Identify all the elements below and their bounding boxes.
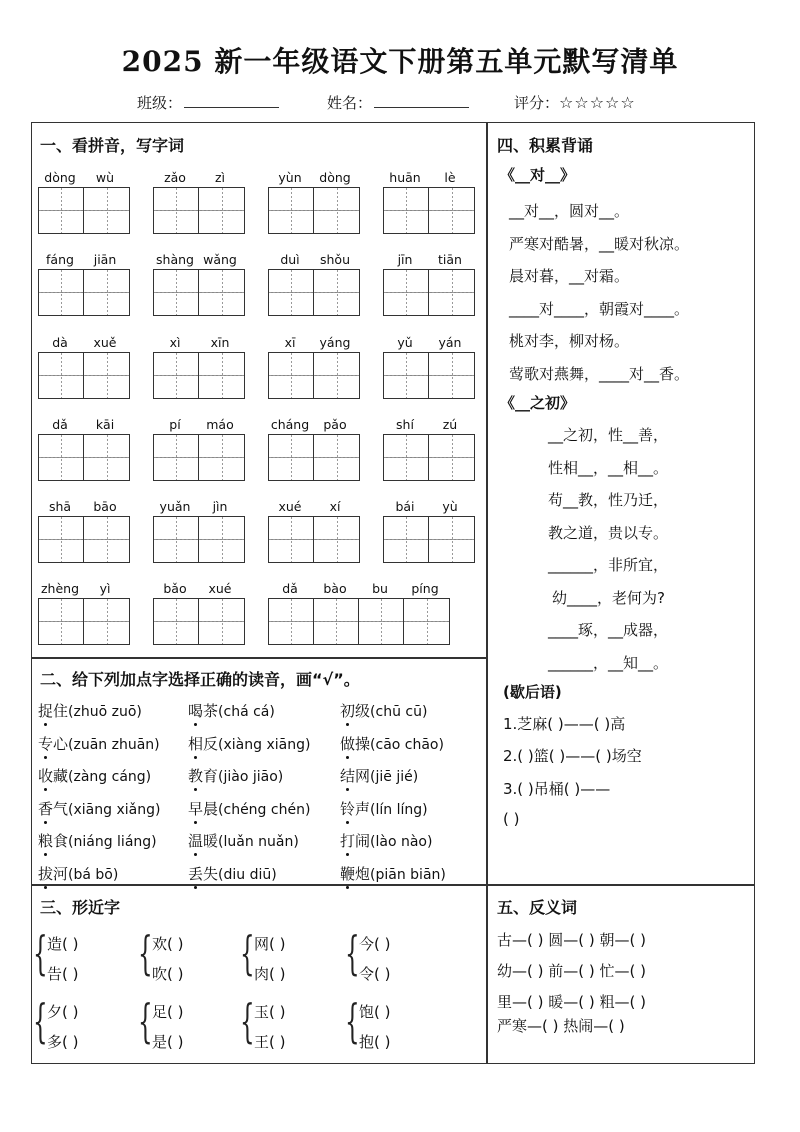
dotted-char: 丢	[188, 864, 204, 883]
pronunciation-item[interactable]	[38, 830, 157, 851]
pronunciation-item[interactable]	[188, 798, 310, 819]
brace-icon: {	[240, 926, 255, 980]
similar-char[interactable]: 吹( )	[152, 965, 184, 983]
writing-box[interactable]	[38, 516, 130, 563]
pronunciation-item[interactable]	[340, 765, 418, 786]
pinyin-options: (chū cū)	[370, 704, 428, 720]
writing-cell[interactable]	[384, 188, 429, 233]
divider-bottom	[31, 884, 755, 886]
pinyin-options: (chá cá)	[218, 704, 275, 720]
name-field	[327, 92, 469, 113]
word-char: 失	[203, 864, 219, 883]
dotted-char: 相	[188, 734, 204, 753]
class-label: 班级：	[137, 94, 183, 112]
similar-char[interactable]: 饱( )	[359, 1003, 391, 1021]
pinyin-options: (lào nào)	[370, 834, 433, 850]
writing-box[interactable]	[153, 187, 245, 234]
pronunciation-item[interactable]	[38, 733, 160, 754]
writing-box[interactable]	[383, 352, 475, 399]
dotted-char: 做	[340, 734, 356, 753]
pinyin-text: xīn	[210, 335, 230, 350]
writing-box[interactable]	[153, 598, 245, 645]
proverb-line[interactable]: 2.( )篮( )——( )场空	[503, 747, 642, 765]
brace-icon: {	[345, 926, 360, 980]
couplet-title: 《__对__》	[500, 166, 576, 184]
score-field	[514, 92, 636, 113]
writing-cell[interactable]	[269, 435, 314, 480]
pronunciation-item[interactable]	[188, 863, 277, 884]
pinyin-options: (jiē jié)	[370, 769, 419, 785]
writing-cell[interactable]	[384, 270, 429, 315]
classic-line[interactable]: 幼____，老何为?	[552, 588, 665, 607]
similar-char[interactable]: 网( )	[254, 935, 286, 953]
writing-cell[interactable]	[154, 188, 199, 233]
pinyin-options: (lín líng)	[370, 801, 428, 818]
pinyin-options: (luǎn nuǎn)	[218, 834, 299, 850]
pinyin-text: yuǎn	[159, 499, 191, 514]
brace-icon: {	[240, 994, 255, 1048]
similar-char[interactable]: 是( )	[152, 1033, 184, 1051]
pronunciation-item[interactable]	[38, 765, 151, 786]
pinyin-text: zì	[214, 170, 226, 185]
pinyin-options: (piān biān)	[370, 866, 446, 883]
dotted-char: 初	[340, 702, 356, 720]
pinyin-text: zhèng	[40, 581, 80, 596]
dotted-char: 收	[38, 767, 54, 785]
pinyin-options: (zuān zhuān)	[68, 736, 160, 753]
word-char: 反	[203, 734, 219, 753]
classic-line[interactable]: 教之道，贵以专。	[548, 523, 669, 542]
writing-box[interactable]	[268, 269, 360, 316]
classic-line[interactable]: 苟__教，性乃迁，	[548, 491, 669, 509]
antonym-line[interactable]: 严寒—( ) 热闹—( )	[497, 1017, 625, 1035]
dotted-char: 教	[188, 767, 204, 785]
writing-cell[interactable]	[429, 353, 474, 398]
pinyin-text: pǎo	[323, 417, 347, 432]
writing-cell[interactable]	[199, 599, 244, 644]
similar-char[interactable]: 今( )	[359, 935, 391, 953]
pronunciation-item[interactable]	[340, 733, 444, 754]
writing-cell[interactable]	[84, 270, 129, 315]
similar-char[interactable]: 欢( )	[152, 935, 184, 953]
similar-char[interactable]: 足( )	[152, 1003, 184, 1021]
pinyin-text: dǎ	[52, 417, 68, 432]
pronunciation-item[interactable]	[38, 798, 160, 819]
antonym-line[interactable]: 古—( ) 圆—( ) 朝—( )	[497, 931, 646, 949]
dotted-char: 香	[38, 799, 54, 818]
writing-cell[interactable]	[199, 188, 244, 233]
brace-icon: {	[33, 994, 48, 1048]
writing-cell[interactable]	[429, 188, 474, 233]
couplet-line[interactable]: ____对____，朝霞对____。	[509, 299, 690, 318]
pinyin-text: wù	[95, 170, 115, 185]
dotted-char: 捉	[38, 702, 54, 720]
classic-line[interactable]: ____琢，__成器，	[548, 621, 669, 639]
writing-cell[interactable]	[384, 517, 429, 562]
name-label: 姓名：	[327, 94, 373, 112]
similar-char[interactable]: 肉( )	[254, 965, 286, 983]
writing-box[interactable]	[268, 516, 360, 563]
score-label: 评分：	[514, 94, 560, 112]
pinyin-text: dòng	[319, 170, 351, 185]
page-title: 2025 新一年级语文下册第五单元默写清单	[121, 45, 679, 78]
pinyin-text: jiān	[93, 252, 117, 267]
column-divider	[486, 122, 488, 1064]
brace-icon: {	[138, 926, 153, 980]
pinyin-text: duì	[280, 252, 300, 267]
pronunciation-item[interactable]	[38, 863, 118, 884]
word-char: 级	[355, 702, 371, 720]
pinyin-text: fáng	[46, 252, 74, 267]
writing-box[interactable]	[153, 269, 245, 316]
writing-cell[interactable]	[314, 435, 359, 480]
word-char: 暖	[203, 832, 219, 850]
classic-line[interactable]: __之初，性__善，	[548, 426, 669, 444]
pinyin-options: (niáng liáng)	[68, 834, 157, 850]
writing-cell[interactable]	[269, 188, 314, 233]
writing-cell[interactable]	[429, 435, 474, 480]
word-char: 网	[355, 767, 371, 785]
writing-cell[interactable]	[154, 353, 199, 398]
dotted-char: 拔	[38, 864, 54, 883]
word-char: 藏	[53, 767, 69, 785]
score-stars[interactable]: ☆☆☆☆☆	[559, 93, 636, 112]
pinyin-options: (diu diū)	[218, 866, 277, 883]
couplet-line[interactable]: 严寒对酷暑，__暖对秋凉。	[509, 234, 690, 253]
dotted-char: 专	[38, 734, 54, 753]
pronunciation-item[interactable]	[340, 700, 427, 721]
class-blank[interactable]	[184, 93, 279, 108]
brace-icon: {	[33, 926, 48, 980]
pinyin-text: shā	[48, 499, 72, 514]
classic-title: 《__之初》	[500, 394, 576, 412]
pronunciation-item[interactable]	[188, 830, 299, 851]
pronunciation-item[interactable]	[340, 830, 432, 851]
similar-char[interactable]: 造( )	[47, 935, 79, 953]
pinyin-text: yùn	[278, 170, 302, 185]
word-char: 气	[53, 799, 69, 818]
pinyin-text: pí	[169, 417, 181, 432]
word-char: 育	[203, 767, 219, 785]
writing-cell[interactable]	[314, 188, 359, 233]
pinyin-options: (zhuō zuō)	[68, 704, 142, 720]
pronunciation-item[interactable]	[340, 863, 446, 884]
writing-cell[interactable]	[384, 435, 429, 480]
pinyin-options: (xiāng xiǎng)	[68, 801, 161, 818]
pinyin-text: yán	[438, 335, 462, 350]
pinyin-text: xué	[278, 499, 302, 514]
writing-box[interactable]	[153, 434, 245, 481]
writing-box[interactable]	[383, 434, 475, 481]
dotted-char: 喝	[188, 702, 204, 720]
couplet-line[interactable]: __对__，圆对__。	[509, 202, 630, 220]
pinyin-text: xí	[329, 499, 341, 514]
pinyin-text: jīn	[397, 252, 413, 267]
pinyin-text: yáng	[319, 335, 351, 350]
classic-line[interactable]: 性相__，__相__。	[548, 458, 669, 477]
writing-cell[interactable]	[39, 353, 84, 398]
writing-cell[interactable]	[269, 517, 314, 562]
pinyin-options: (xiàng xiāng)	[218, 736, 311, 753]
pinyin-options: (bá bō)	[68, 866, 119, 883]
writing-cell[interactable]	[314, 599, 359, 644]
section5-title: 五、反义词	[497, 898, 578, 917]
pinyin-text: tiān	[438, 252, 462, 267]
section2-title: 二、给下列加点字选择正确的读音，画“√”。	[40, 670, 360, 689]
writing-cell[interactable]	[39, 435, 84, 480]
writing-box[interactable]	[38, 434, 130, 481]
writing-cell[interactable]	[154, 599, 199, 644]
writing-cell[interactable]	[384, 353, 429, 398]
antonym-line[interactable]: 里—( ) 暖—( ) 粗—( )	[497, 993, 646, 1011]
word-char: 闹	[355, 832, 371, 850]
writing-cell[interactable]	[39, 599, 84, 644]
pronunciation-item[interactable]	[38, 700, 142, 721]
pinyin-text: xuě	[93, 335, 117, 350]
writing-cell[interactable]	[314, 353, 359, 398]
proverb-line[interactable]: 3.( )吊桶( )——	[503, 780, 611, 798]
writing-cell[interactable]	[39, 517, 84, 562]
pinyin-text: dà	[52, 335, 68, 350]
writing-box[interactable]	[38, 598, 130, 645]
pronunciation-item[interactable]	[340, 798, 428, 819]
writing-box[interactable]	[383, 269, 475, 316]
proverb-title: (歇后语)	[503, 683, 562, 701]
writing-box[interactable]	[38, 187, 130, 234]
pinyin-text: zú	[442, 417, 458, 432]
writing-cell[interactable]	[314, 517, 359, 562]
pinyin-options: (chéng chén)	[218, 801, 311, 818]
writing-box[interactable]	[268, 352, 360, 399]
writing-cell[interactable]	[199, 353, 244, 398]
writing-box[interactable]	[153, 516, 245, 563]
similar-char[interactable]: 王( )	[254, 1033, 286, 1051]
word-char: 河	[53, 864, 69, 883]
word-char: 炮	[355, 864, 371, 883]
word-char: 心	[53, 734, 69, 753]
writing-cell[interactable]	[84, 517, 129, 562]
writing-cell[interactable]	[199, 270, 244, 315]
writing-box[interactable]	[268, 187, 360, 234]
writing-box[interactable]	[268, 434, 360, 481]
couplet-line[interactable]: 晨对暮，__对霜。	[509, 267, 630, 285]
writing-cell[interactable]	[269, 599, 314, 644]
dotted-char: 打	[340, 832, 356, 850]
pinyin-text: lè	[444, 170, 456, 185]
writing-cell[interactable]	[314, 270, 359, 315]
pinyin-text: cháng	[270, 417, 310, 432]
writing-cell[interactable]	[269, 270, 314, 315]
word-char: 晨	[203, 799, 219, 818]
antonym-line[interactable]: 幼—( ) 前—( ) 忙—( )	[497, 962, 646, 980]
writing-cell[interactable]	[199, 517, 244, 562]
similar-char[interactable]: 抱( )	[359, 1033, 391, 1051]
pronunciation-item[interactable]	[188, 700, 275, 721]
pinyin-text: bāo	[93, 499, 117, 514]
writing-cell[interactable]	[84, 353, 129, 398]
writing-box[interactable]	[38, 352, 130, 399]
writing-cell[interactable]	[39, 270, 84, 315]
dotted-char: 鞭	[340, 864, 356, 883]
writing-cell[interactable]	[154, 435, 199, 480]
writing-cell[interactable]	[199, 435, 244, 480]
writing-cell[interactable]	[404, 599, 449, 644]
dotted-char: 结	[340, 767, 356, 785]
divider-s1-s2	[31, 657, 487, 659]
pinyin-text: shǒu	[319, 252, 350, 267]
pinyin-text: yǔ	[397, 335, 413, 350]
pinyin-text: zǎo	[164, 170, 186, 185]
writing-cell[interactable]	[269, 353, 314, 398]
dotted-char: 铃	[340, 799, 356, 818]
dotted-char: 粮	[38, 832, 54, 850]
writing-cell[interactable]	[429, 270, 474, 315]
pinyin-text: shàng	[156, 252, 194, 267]
writing-cell[interactable]	[154, 517, 199, 562]
couplet-line[interactable]: 桃对李，柳对杨。	[509, 332, 630, 350]
writing-cell[interactable]	[84, 599, 129, 644]
name-blank[interactable]	[374, 93, 469, 108]
pinyin-text: xī	[284, 335, 296, 350]
similar-char[interactable]: 夕( )	[47, 1003, 79, 1021]
similar-char[interactable]: 令( )	[359, 965, 391, 983]
proverb-line[interactable]: ( )	[503, 810, 520, 828]
section1-title: 一、看拼音，写字词	[40, 136, 185, 155]
brace-icon: {	[138, 994, 153, 1048]
class-field	[137, 92, 279, 113]
pinyin-text: máo	[206, 417, 234, 432]
writing-cell[interactable]	[39, 188, 84, 233]
dotted-char: 早	[188, 799, 204, 818]
writing-box[interactable]	[38, 269, 130, 316]
pinyin-text: jìn	[212, 499, 228, 514]
pinyin-options: (zàng cáng)	[68, 769, 152, 785]
similar-char[interactable]: 多( )	[47, 1033, 79, 1051]
writing-box[interactable]	[383, 516, 475, 563]
writing-cell[interactable]	[154, 270, 199, 315]
similar-char[interactable]: 玉( )	[254, 1003, 286, 1021]
writing-box[interactable]	[153, 352, 245, 399]
word-char: 声	[355, 799, 371, 818]
brace-icon: {	[345, 994, 360, 1048]
word-char: 住	[53, 702, 69, 720]
writing-box[interactable]	[383, 187, 475, 234]
pinyin-text: bái	[395, 499, 415, 514]
writing-cell[interactable]	[359, 599, 404, 644]
pinyin-text: huān	[389, 170, 421, 185]
pinyin-text: bu	[372, 581, 388, 596]
pinyin-text: dǎ	[282, 581, 298, 596]
section3-title: 三、形近字	[40, 898, 121, 917]
pinyin-text: shí	[396, 417, 414, 432]
pinyin-options: (cāo chāo)	[370, 736, 444, 753]
similar-char[interactable]: 告( )	[47, 965, 79, 983]
writing-cell[interactable]	[429, 517, 474, 562]
couplet-line[interactable]: 莺歌对燕舞，____对__香。	[509, 364, 690, 383]
pronunciation-item[interactable]	[188, 733, 310, 754]
pinyin-text: yì	[99, 581, 111, 596]
writing-box[interactable]	[268, 598, 450, 645]
pinyin-text: bǎo	[163, 581, 187, 596]
pinyin-text: xué	[208, 581, 232, 596]
pronunciation-item[interactable]	[188, 765, 283, 786]
pinyin-text: píng	[411, 581, 439, 596]
pinyin-text: yù	[442, 499, 458, 514]
classic-line[interactable]: ______，非所宜，	[548, 556, 669, 574]
pinyin-text: bào	[323, 581, 347, 596]
pinyin-options: (jiào jiāo)	[218, 769, 284, 785]
classic-line[interactable]: ______，__知__。	[548, 653, 669, 672]
pinyin-text: dòng	[44, 170, 76, 185]
section4-title: 四、积累背诵	[497, 136, 594, 155]
writing-cell[interactable]	[84, 435, 129, 480]
writing-cell[interactable]	[84, 188, 129, 233]
word-char: 茶	[203, 702, 219, 720]
word-char: 食	[53, 832, 69, 850]
pinyin-text: xì	[169, 335, 181, 350]
word-char: 操	[355, 734, 371, 753]
pinyin-text: wǎng	[203, 252, 237, 267]
pinyin-text: kāi	[95, 417, 115, 432]
dotted-char: 温	[188, 832, 204, 850]
proverb-line[interactable]: 1.芝麻( )——( )高	[503, 715, 626, 733]
